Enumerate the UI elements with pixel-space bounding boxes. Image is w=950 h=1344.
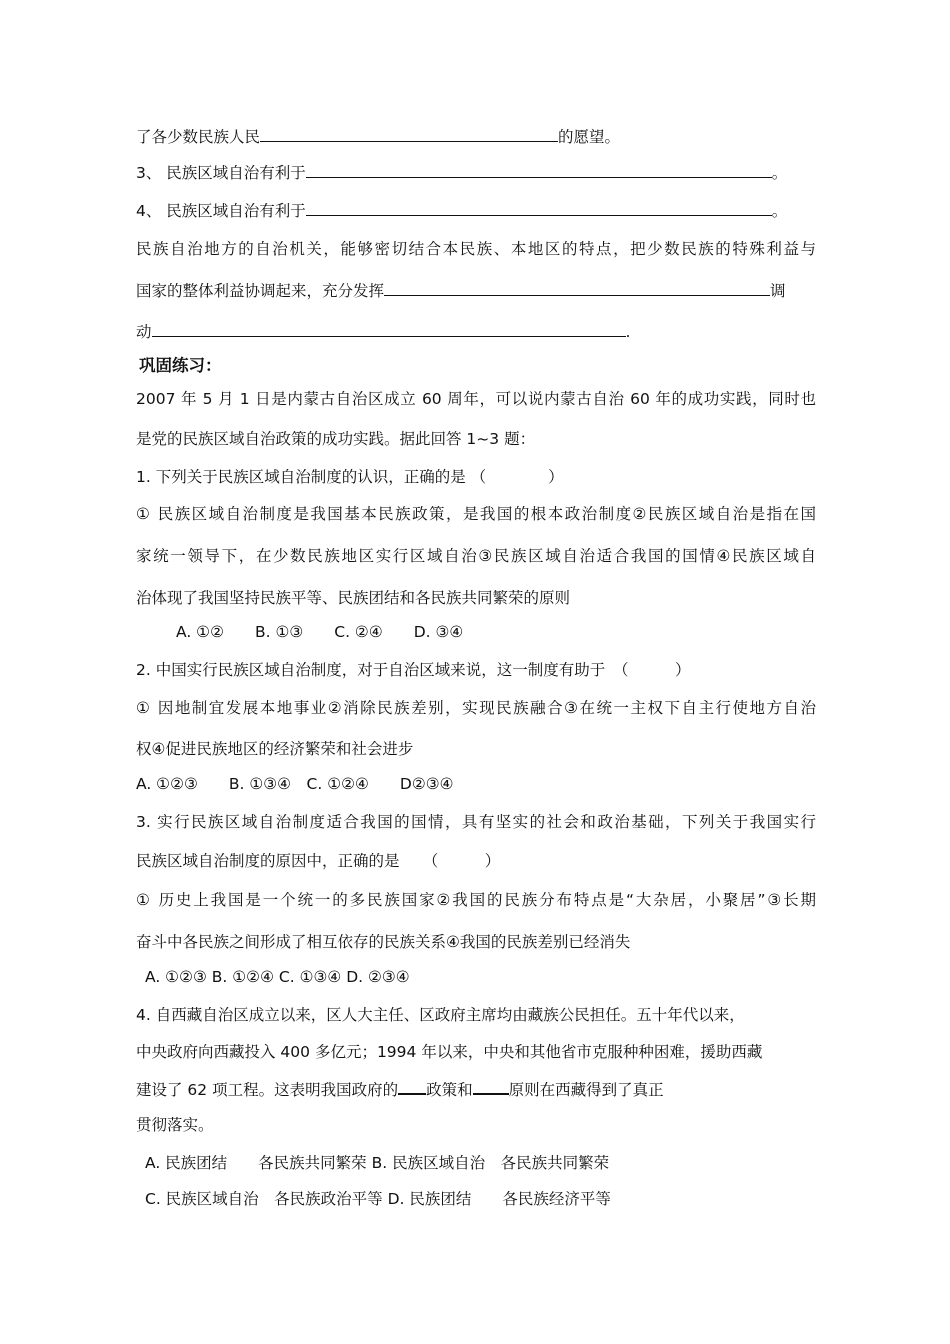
intro-text: 。	[771, 202, 788, 220]
intro-text: 了各少数民族人民	[136, 128, 261, 146]
question-1-stem: 1. 下列关于民族区域自治制度的认识，正确的是 （ ）	[136, 468, 564, 486]
question-4-text: 原则在西藏得到了真正	[508, 1081, 664, 1099]
question-2-statement-line: 权④促进民族地区的经济繁荣和社会进步	[136, 740, 414, 758]
question-4-choices[interactable]: C. 民族区域自治 各民族政治平等 D. 民族团结 各民族经济平等	[145, 1190, 611, 1208]
question-2-statement-line: ① 因地制宜发展本地事业②消除民族差别，实现民族融合③在统一主权下自主行使地方自治	[136, 699, 816, 717]
question-2-choices[interactable]: A. ①②③ B. ①③④ C. ①②④ D②③④	[136, 775, 454, 793]
answer-blank[interactable]	[384, 281, 770, 296]
context-line-1: 2007 年 5 月 1 日是内蒙古自治区成立 60 周年，可以说内蒙古自治 60 年的成功实践，同时也	[136, 390, 816, 408]
question-1-statement-line: 家统一领导下，在少数民族地区实行区域自治③民族区域自治适合我国的国情④民族区域自	[136, 547, 816, 565]
question-3-statement-line: ① 历史上我国是一个统一的多民族国家②我国的民族分布特点是“大杂居，小聚居”③长期	[136, 891, 816, 909]
intro-text: 国家的整体利益协调起来，充分发挥	[136, 282, 385, 300]
question-1-statement-line: ① 民族区域自治制度是我国基本民族政策，是我国的根本政治制度②民族区域自治是指在国	[136, 505, 816, 523]
intro-line-2	[136, 163, 816, 183]
question-4-stem: 贯彻落实。	[136, 1116, 214, 1134]
question-3-stem: 3. 实行民族区域自治制度适合我国的国情，具有坚实的社会和政治基础，下列关于我国实行	[136, 813, 816, 831]
intro-line-3	[136, 201, 816, 221]
question-4-stem	[136, 1079, 816, 1100]
intro-text: 的愿望。	[558, 128, 621, 146]
answer-blank[interactable]	[306, 163, 772, 178]
intro-text: 。	[771, 164, 788, 182]
answer-blank[interactable]	[306, 201, 772, 216]
question-3-stem: 民族区域自治制度的原因中，正确的是 （ ）	[136, 852, 501, 870]
answer-blank[interactable]	[398, 1079, 426, 1095]
section-heading: 巩固练习：	[139, 356, 222, 375]
question-4-choices[interactable]: A. 民族团结 各民族共同繁荣 B. 民族区域自治 各民族共同繁荣	[145, 1154, 610, 1172]
intro-line-1	[136, 127, 816, 147]
question-1-statement-line: 治体现了我国坚持民族平等、民族团结和各民族共同繁荣的原则	[136, 589, 571, 607]
intro-text: 动	[136, 323, 152, 341]
question-3-statement-line: 奋斗中各民族之间形成了相互依存的民族关系④我国的民族差别已经消失	[136, 933, 631, 951]
question-4-text: 政策和	[426, 1081, 473, 1099]
context-line-2: 是党的民族区域自治政策的成功实践。据此回答 1~3 题：	[136, 430, 536, 448]
question-4-text: 建设了 62 项工程。这表明我国政府的	[136, 1081, 399, 1099]
intro-line-4: 民族自治地方的自治机关，能够密切结合本民族、本地区的特点，把少数民族的特殊利益与	[136, 240, 816, 258]
intro-line-6	[136, 322, 816, 342]
question-4-stem: 中央政府向西藏投入 400 多亿元；1994 年以来，中央和其他省市克服种种困难，援助西藏	[136, 1043, 763, 1061]
question-2-stem: 2. 中国实行民族区域自治制度，对于自治区域来说，这一制度有助于 （ ）	[136, 661, 691, 679]
intro-text: 4、 民族区域自治有利于	[136, 202, 306, 220]
intro-text: 3、 民族区域自治有利于	[136, 164, 306, 182]
answer-blank[interactable]	[260, 127, 558, 142]
answer-blank[interactable]	[152, 322, 626, 337]
answer-blank[interactable]	[473, 1079, 509, 1095]
question-4-stem: 4. 自西藏自治区成立以来，区人大主任、区政府主席均由藏族公民担任。五十年代以来，	[136, 1006, 745, 1024]
question-3-choices[interactable]: A. ①②③ B. ①②④ C. ①③④ D. ②③④	[145, 968, 410, 986]
question-1-choices[interactable]: A. ①② B. ①③ C. ②④ D. ③④	[176, 623, 464, 641]
intro-text: 调	[770, 282, 786, 300]
intro-text: .	[625, 323, 631, 341]
intro-line-5	[136, 281, 816, 301]
